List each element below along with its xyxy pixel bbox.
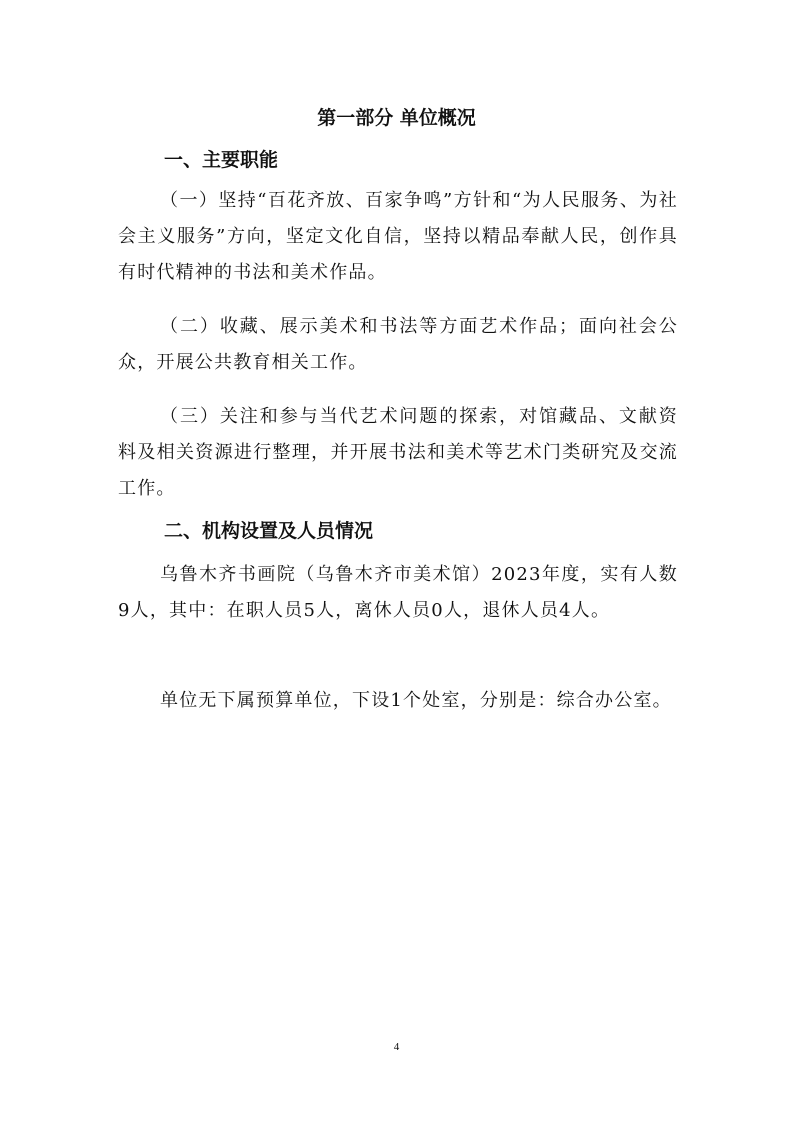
- paragraph-function-3: （三）关注和参与当代艺术问题的探索，对馆藏品、文献资料及相关资源进行整理，并开展书法和美术等艺术门类研究及交流工作。: [118, 406, 678, 499]
- section-heading-main-functions: 一、主要职能: [164, 149, 279, 171]
- paragraph-function-2: （二）收藏、展示美术和书法等方面艺术作品；面向社会公众，开展公共教育相关工作。: [118, 316, 678, 373]
- page-title: 第一部分 单位概况: [317, 107, 476, 129]
- paragraph-function-1: （一）坚持“百花齐放、百家争鸣”方针和“为人民服务、为社会主义服务”方向，坚定文化自信，坚持以精品奉献人民，创作具有时代精神的书法和美术作品。: [118, 190, 678, 283]
- paragraph-staff-count: 乌鲁木齐书画院（乌鲁木齐市美术馆）2023年度，实有人数9人，其中：在职人员5人，离休人员0人，退休人员4人。: [118, 564, 678, 621]
- paragraph-departments: 单位无下属预算单位，下设1个处室，分别是：综合办公室。: [160, 690, 672, 711]
- page-number: 4: [393, 1041, 400, 1053]
- section-heading-organization-staff: 二、机构设置及人员情况: [164, 520, 374, 542]
